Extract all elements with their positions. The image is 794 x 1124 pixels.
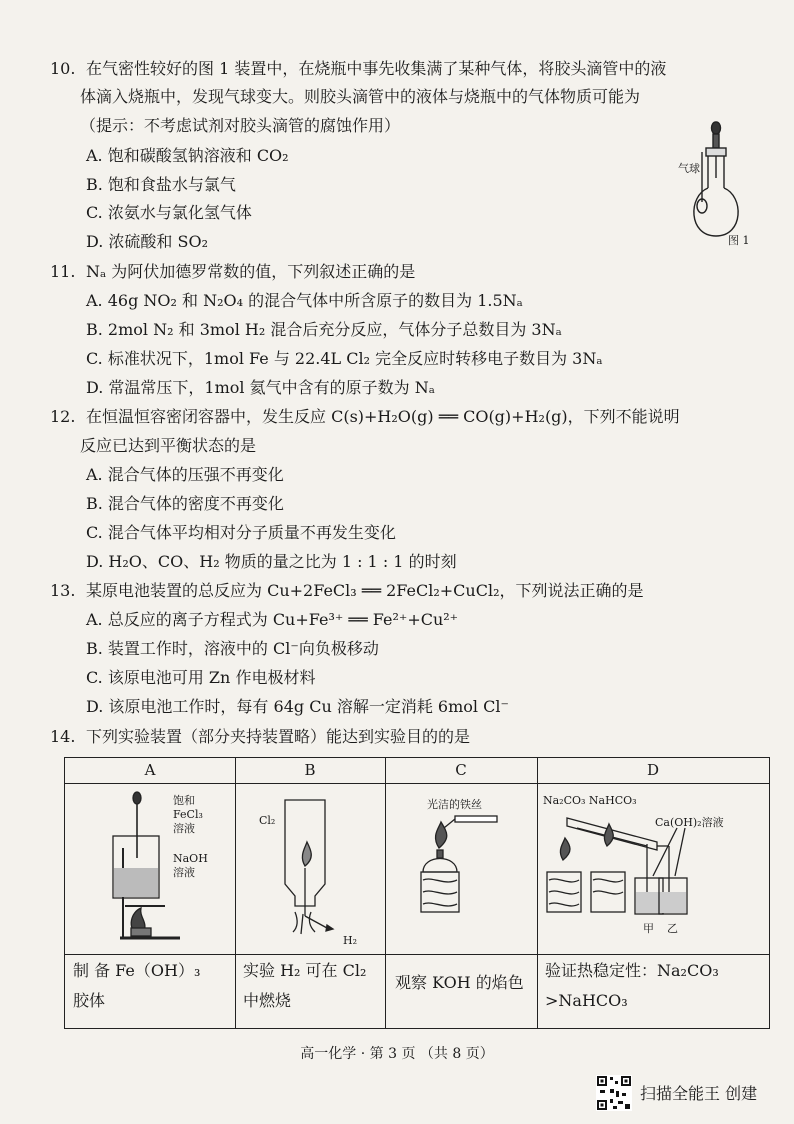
label-b-h2: H₂ [343,934,358,947]
q12-option-d: D. H₂O、CO、H₂ 物质的量之比为 1 : 1 : 1 的时刻 [86,552,457,571]
q13-option-d: D. 该原电池工作时，每有 64g Cu 溶解一定消耗 6mol Cl⁻ [86,697,509,716]
q12-option-a: A. 混合气体的压强不再变化 [86,465,284,484]
q12-stem-line1: 在恒温恒容密闭容器中，发生反应 C(s)+H₂O(g) ══ CO(g)+H₂(g)，下列不能说明 [86,407,680,426]
qr-code-icon [596,1075,632,1111]
apparatus-b-drawing [235,788,385,948]
q10-option-c: C. 浓氨水与氯化氢气体 [86,203,252,222]
q13-option-a: A. 总反应的离子方程式为 Cu+Fe³⁺ ══ Fe²⁺+Cu²⁺ [86,610,459,629]
q10-option-d: D. 浓硫酸和 SO₂ [86,232,209,251]
q13-option-c: C. 该原电池可用 Zn 作电极材料 [86,668,316,687]
label-d-salts: Na₂CO₃ NaHCO₃ [543,794,637,807]
q11-option-c: C. 标准状况下，1mol Fe 与 22.4L Cl₂ 完全反应时转移电子数目为 3Nₐ [86,349,603,368]
figure-1-balloon-label: 气球 [678,162,700,175]
q10-number: 10. [50,59,76,78]
label-d-limewater: Ca(OH)₂溶液 [655,816,724,829]
header-b: B [304,761,316,779]
figure-1-label: 图 1 [728,234,750,247]
label-c-iron-wire: 光洁的铁丝 [427,798,482,811]
q11-option-a: A. 46g NO₂ 和 N₂O₄ 的混合气体中所含原子的数目为 1.5Nₐ [86,291,523,310]
q12-option-b: B. 混合气体的密度不再变化 [86,494,284,513]
caption-d-line2: >NaHCO₃ [545,991,628,1010]
label-d-jia: 甲 [643,922,654,935]
apparatus-d-drawing [537,788,769,948]
apparatus-a-drawing [65,788,235,948]
header-d: D [646,761,660,779]
label-d-yi: 乙 [667,922,678,935]
q10-option-a: A. 饱和碳酸氢钠溶液和 CO₂ [86,146,289,165]
caption-b-line2: 中燃烧 [243,991,292,1010]
caption-b-line1: 实验 H₂ 可在 Cl₂ [243,961,367,980]
caption-a-line1: 制 备 Fe（OH）₃ [73,961,201,980]
q13-option-b: B. 装置工作时，溶液中的 Cl⁻向负极移动 [86,639,379,658]
q10-hint: （提示：不考虑试剂对胶头滴管的腐蚀作用） [80,116,401,135]
caption-a-line2: 胶体 [73,991,106,1010]
q11-stem: Nₐ 为阿伏加德罗常数的值，下列叙述正确的是 [86,262,416,281]
q11-option-d: D. 常温常压下，1mol 氦气中含有的原子数为 Nₐ [86,378,435,397]
q10-stem-line1: 在气密性较好的图 1 装置中，在烧瓶中事先收集满了某种气体，将胶头滴管中的液 [86,59,667,78]
q12-number: 12. [50,407,76,426]
label-a-naoh-solution: 溶液 [173,866,195,879]
label-a-solution: 溶液 [173,822,195,835]
label-a-fecl3: FeCl₃ [173,808,203,821]
q12-option-c: C. 混合气体平均相对分子质量不再发生变化 [86,523,396,542]
q14-number: 14. [50,727,76,746]
apparatus-c-drawing [385,788,537,948]
q10-option-b: B. 饱和食盐水与氯气 [86,175,236,194]
label-a-naoh: NaOH [173,852,208,865]
figure-1-flask-apparatus [670,118,760,248]
q14-apparatus-table [64,757,770,1029]
q14-stem: 下列实验装置（部分夹持装置略）能达到实验目的的是 [86,727,471,746]
header-a: A [144,761,156,779]
scanner-text: 扫描全能王 创建 [640,1084,758,1103]
q13-number: 13. [50,581,76,600]
header-c: C [455,761,467,779]
label-a-saturated: 饱和 [173,794,195,807]
label-b-cl2: Cl₂ [259,814,276,827]
q12-stem-line2: 反应已达到平衡状态的是 [80,436,257,455]
q13-stem: 某原电池装置的总反应为 Cu+2FeCl₃ ══ 2FeCl₂+CuCl₂，下列说法正确的是 [86,581,644,600]
caption-c: 观察 KOH 的焰色 [395,973,524,992]
page-footer: 高一化学 · 第 3 页 （共 8 页） [300,1046,494,1062]
q11-option-b: B. 2mol N₂ 和 3mol H₂ 混合后充分反应，气体分子总数目为 3Nₐ [86,320,562,339]
q11-number: 11. [50,262,76,281]
q10-stem-line2: 体滴入烧瓶中，发现气球变大。则胶头滴管中的液体与烧瓶中的气体物质可能为 [80,87,641,106]
caption-d-line1: 验证热稳定性：Na₂CO₃ [545,961,719,980]
